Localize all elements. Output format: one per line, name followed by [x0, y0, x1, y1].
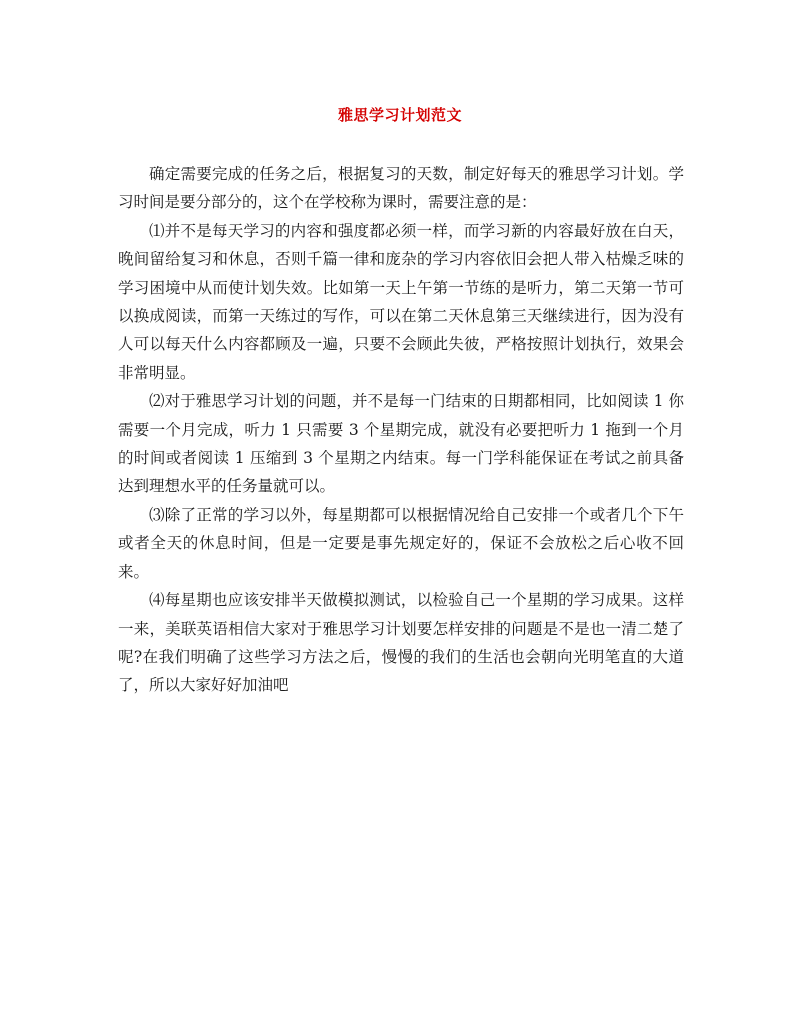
paragraph-point-2: ⑵对于雅思学习计划的问题，并不是每一门结束的日期都相同，比如阅读 1 你需要一个月完成，听力 1 只需要 3 个星期完成，就没有必要把听力 1 拖到一个月的时间或者阅读 1 压缩到 3 个星期之内结束。每一门学科能保证在考试之前具备达到理想水平的任务量就可以。: [118, 392, 684, 496]
paragraph-point-4: ⑷每星期也应该安排半天做模拟测试，以检验自己一个星期的学习成果。这样一来，美联英语相信大家对于雅思学习计划要怎样安排的问题是不是也一清二楚了呢?在我们明确了这些学习方法之后，慢慢的我们的生活也会朝向光明笔直的大道了，所以大家好好加油吧: [118, 591, 684, 695]
paragraph-point-1: ⑴并不是每天学习的内容和强度都必须一样，而学习新的内容最好放在白天，晚间留给复习和休息，否则千篇一律和庞杂的学习内容依旧会把人带入枯燥乏味的学习困境中从而使计划失效。比如第一天上午第一节练的是听力，第二天第一节可以换成阅读，而第一天练过的写作，可以在第二天休息第三天继续进行，因为没有人可以每天什么内容都顾及一遍，只要不会顾此失彼，严格按照计划执行，效果会非常明显。: [118, 221, 684, 382]
document-body: [118, 160, 684, 700]
paragraph-intro: 确定需要完成的任务之后，根据复习的天数，制定好每天的雅思学习计划。学习时间是要分部分的，这个在学校称为课时，需要注意的是：: [118, 165, 684, 212]
page-title: 雅思学习计划范文: [337, 106, 462, 124]
paragraph-point-3: ⑶除了正常的学习以外，每星期都可以根据情况给自己安排一个或者几个下午或者全天的休息时间，但是一定要是事先规定好的，保证不会放松之后心收不回来。: [118, 505, 684, 581]
